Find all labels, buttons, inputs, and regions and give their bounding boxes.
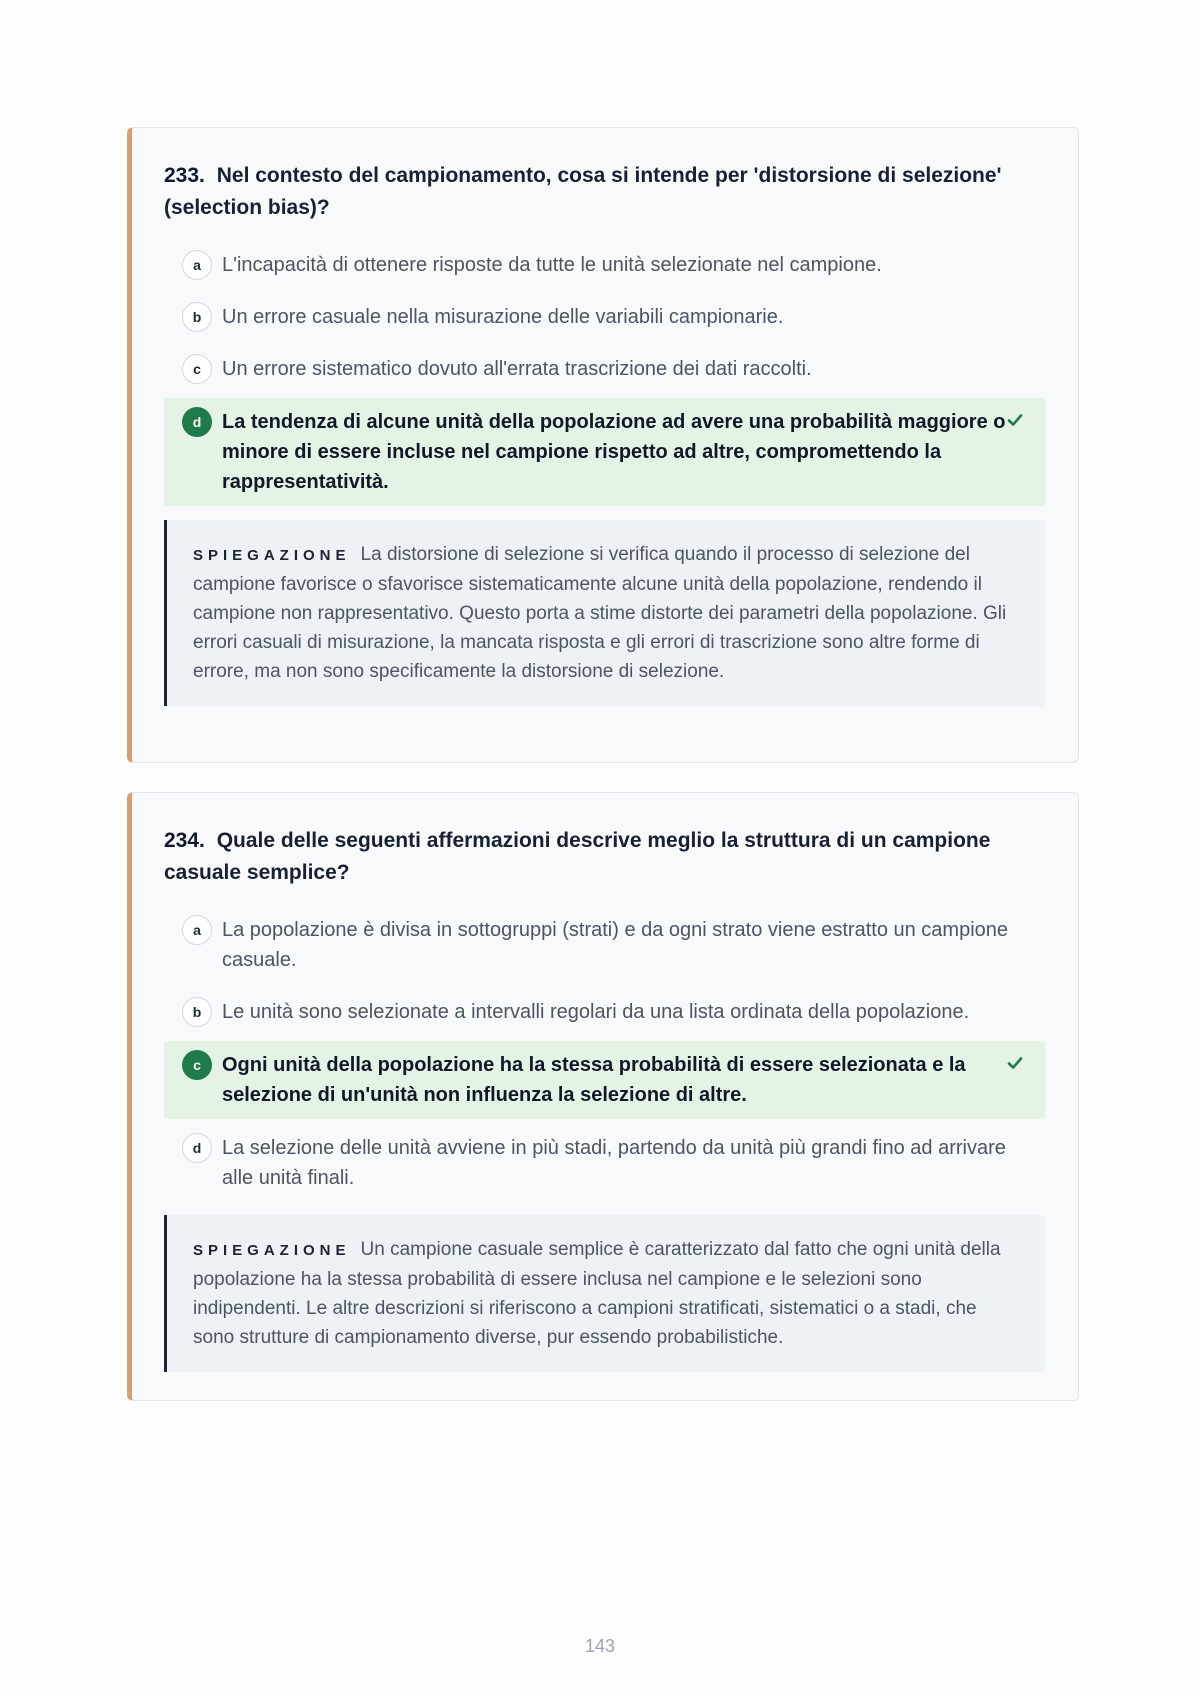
option-text: Le unità sono selezionate a intervalli regolari da una lista ordinata della popolazione. — [222, 1001, 970, 1023]
explanation-text: La distorsione di selezione si verifica quando il processo di selezione del campione favorisce o sfavorisce sistematicamente alcune unità della popolazione, rendendo il campione non rappresentativo. Questo porta a stime distorte dei parametri della popolazione. Gli errori casuali di misurazione, la mancata risposta e gli errori di trascrizione sono altre forme di errore, ma non sono specificamente la distorsione di selezione. — [193, 544, 1007, 682]
option-text: La selezione delle unità avviene in più stadi, partendo da unità più grandi fino ad arrivare alle unità finali. — [222, 1137, 1006, 1189]
question-card-233 — [127, 127, 1079, 763]
question-text: Nel contesto del campionamento, cosa si intende per 'distorsione di selezione' (selection bias)? — [164, 164, 1002, 219]
option-text: La tendenza di alcune unità della popolazione ad avere una probabilità maggiore o minore di essere incluse nel campione rispetto ad altre, compromettendo la rappresentatività. — [222, 411, 1006, 493]
question-title — [164, 825, 1045, 889]
answer-option-b[interactable] — [164, 294, 1045, 340]
option-letter-badge: d — [182, 407, 212, 437]
answer-option-a[interactable] — [164, 907, 1045, 983]
option-text: Un errore sistematico dovuto all'errata trascrizione dei dati raccolti. — [222, 358, 812, 380]
check-icon — [1005, 1053, 1025, 1073]
option-letter-badge: a — [182, 250, 212, 280]
question-number: 233. — [164, 164, 205, 187]
answer-options — [164, 242, 1045, 506]
option-letter-badge: c — [182, 354, 212, 384]
explanation-text: Un campione casuale semplice è caratterizzato dal fatto che ogni unità della popolazione ha la stessa probabilità di essere inclusa nel campione e le selezioni sono indipendenti. Le altre descrizioni si riferiscono a campioni stratificati, sistematici o a stadi, che sono strutture di campionamento diverse, pur essendo probabilistiche. — [193, 1239, 1001, 1348]
option-letter-badge: d — [182, 1133, 212, 1163]
question-card-234 — [127, 792, 1079, 1401]
option-letter-badge: b — [182, 997, 212, 1027]
answer-option-c-correct[interactable] — [164, 1041, 1045, 1119]
answer-option-c[interactable] — [164, 346, 1045, 392]
answer-option-d[interactable] — [164, 1125, 1045, 1201]
option-text: Un errore casuale nella misurazione delle variabili campionarie. — [222, 306, 784, 328]
check-icon — [1005, 410, 1025, 430]
question-number: 234. — [164, 829, 205, 852]
answer-options — [164, 907, 1045, 1201]
option-letter-badge: a — [182, 915, 212, 945]
answer-option-b[interactable] — [164, 989, 1045, 1035]
option-letter-badge: c — [182, 1050, 212, 1080]
explanation-box — [164, 520, 1045, 706]
answer-option-d-correct[interactable] — [164, 398, 1045, 506]
option-text: Ogni unità della popolazione ha la stessa probabilità di essere selezionata e la selezione di un'unità non influenza la selezione di altre. — [222, 1054, 966, 1106]
page-number: 143 — [584, 1636, 616, 1656]
option-text: La popolazione è divisa in sottogruppi (strati) e da ogni strato viene estratto un campione casuale. — [222, 919, 1009, 971]
question-text: Quale delle seguenti affermazioni descrive meglio la struttura di un campione casuale semplice? — [164, 829, 991, 884]
explanation-label: SPIEGAZIONE — [193, 547, 351, 564]
option-text: L'incapacità di ottenere risposte da tutte le unità selezionate nel campione. — [222, 254, 882, 276]
explanation-box — [164, 1215, 1045, 1372]
explanation-label: SPIEGAZIONE — [193, 1242, 351, 1259]
option-letter-badge: b — [182, 302, 212, 332]
question-title — [164, 160, 1045, 224]
answer-option-a[interactable] — [164, 242, 1045, 288]
